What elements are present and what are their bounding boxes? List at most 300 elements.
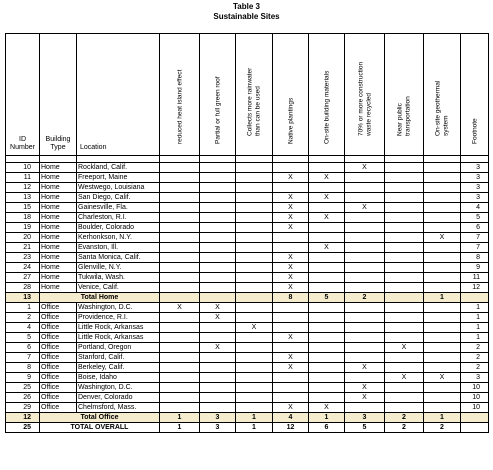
footnote-cell: 7 [461,243,489,253]
feature-mark-cell: X [309,173,345,183]
feature-mark-cell [385,313,424,323]
feature-mark-cell [385,333,424,343]
header-feature [160,34,200,156]
feature-mark-cell [236,403,273,413]
feature-mark-cell [273,183,309,193]
feature-mark-cell [160,373,200,383]
footnote-cell: 3 [461,373,489,383]
feature-mark-cell [385,303,424,313]
total-count-cell: 13 [6,293,40,303]
feature-mark-cell: X [345,203,385,213]
feature-mark-cell [160,223,200,233]
feature-mark-cell [424,383,461,393]
feature-mark-cell: X [273,333,309,343]
feature-mark-cell [200,223,236,233]
feature-mark-cell [424,263,461,273]
header-id [6,34,40,156]
feature-mark-cell [385,283,424,293]
total-value-cell: 2 [385,423,424,433]
header-feature-text [176,69,184,143]
header-feature [309,34,345,156]
spacer-cell [236,156,273,163]
feature-mark-cell [160,313,200,323]
feature-mark-cell [424,223,461,233]
building-type-cell: Office [40,383,77,393]
feature-mark-cell [273,373,309,383]
feature-mark-cell [345,263,385,273]
feature-mark-cell [236,193,273,203]
footnote-cell: 3 [461,163,489,173]
total-home-row [6,293,489,303]
footnote-cell: 2 [461,343,489,353]
footnote-cell: 1 [461,323,489,333]
table-row [6,193,489,203]
feature-mark-cell [200,263,236,273]
building-type-cell: Office [40,353,77,363]
feature-mark-cell [160,233,200,243]
total-value-cell: 3 [200,413,236,423]
feature-mark-cell [200,233,236,243]
feature-mark-cell [345,333,385,343]
table-row [6,173,489,183]
header-feature-text [323,70,331,143]
building-type-cell: Office [40,363,77,373]
id-cell: 5 [6,333,40,343]
total-label-cell: Total Office [40,413,160,423]
building-type-cell: Home [40,223,77,233]
feature-mark-cell [385,173,424,183]
location-cell: Charleston, R.I. [77,213,160,223]
feature-mark-cell: X [273,203,309,213]
table-row [6,393,489,403]
building-type-cell: Home [40,213,77,223]
feature-mark-cell [160,333,200,343]
feature-mark-cell [273,393,309,403]
feature-mark-cell [309,393,345,403]
total-value-cell: 3 [345,413,385,423]
feature-mark-cell [424,403,461,413]
spacer-cell [40,156,77,163]
feature-mark-cell [160,283,200,293]
feature-mark-cell [424,363,461,373]
building-type-cell: Home [40,193,77,203]
total-value-cell: 4 [273,413,309,423]
header-feature [236,34,273,156]
feature-mark-cell [236,173,273,183]
total-value-cell: 3 [200,423,236,433]
id-cell: 4 [6,323,40,333]
table-row [6,403,489,413]
feature-mark-cell [200,373,236,383]
total-label-cell: Total Home [40,293,160,303]
feature-mark-cell [236,253,273,263]
total-value-cell: 12 [273,423,309,433]
feature-mark-cell [160,363,200,373]
feature-mark-cell [309,333,345,343]
feature-mark-cell [345,233,385,243]
feature-mark-cell [309,183,345,193]
feature-mark-cell: X [273,173,309,183]
total-value-cell [200,293,236,303]
location-cell: Providence, R.I. [77,313,160,323]
feature-mark-cell [236,273,273,283]
table-row [6,313,489,323]
feature-mark-cell [309,303,345,313]
total-value-cell: 6 [309,423,345,433]
header-label-line: 70% or more construction [357,61,364,136]
feature-mark-cell [385,273,424,283]
feature-mark-cell [345,253,385,263]
table-row [6,303,489,313]
feature-mark-cell [309,203,345,213]
feature-mark-cell [160,183,200,193]
feature-mark-cell [345,303,385,313]
table-subtitle: Sustainable Sites [213,12,280,21]
header-label-line: system [442,115,449,136]
feature-mark-cell [309,313,345,323]
location-cell: Rockland, Calif. [77,163,160,173]
feature-mark-cell [385,353,424,363]
feature-mark-cell [236,223,273,233]
table-row [6,213,489,223]
header-label-line: than can be used [254,86,261,136]
feature-mark-cell [424,323,461,333]
id-cell: 19 [6,223,40,233]
feature-mark-cell [385,263,424,273]
total-footnote-cell [461,423,489,433]
feature-mark-cell [385,213,424,223]
total-count-cell: 12 [6,413,40,423]
spacer-cell [385,156,424,163]
feature-mark-cell [345,283,385,293]
total-value-cell: 5 [345,423,385,433]
feature-mark-cell [385,233,424,243]
footnote-cell: 3 [461,173,489,183]
building-type-cell: Office [40,373,77,383]
feature-mark-cell: X [273,263,309,273]
feature-mark-cell [236,263,273,273]
header-type-line2: Type [50,144,66,151]
feature-mark-cell [345,273,385,283]
header-id-line1: ID [19,136,26,143]
feature-mark-cell [424,333,461,343]
location-cell: Little Rock, Arkansas [77,323,160,333]
table-row [6,233,489,243]
footnote-cell: 7 [461,233,489,243]
feature-mark-cell [424,393,461,403]
header-footnote [461,34,489,156]
feature-mark-cell [424,303,461,313]
feature-mark-cell [424,183,461,193]
id-cell: 6 [6,343,40,353]
location-cell: Berkeley, Calif. [77,363,160,373]
feature-mark-cell [200,363,236,373]
feature-mark-cell: X [236,323,273,333]
feature-mark-cell [200,193,236,203]
total-value-cell: 8 [273,293,309,303]
total-office-row [6,413,489,423]
building-type-cell: Office [40,403,77,413]
footnote-cell: 11 [461,273,489,283]
feature-mark-cell [200,213,236,223]
total-footnote-cell [461,293,489,303]
id-cell: 24 [6,263,40,273]
total-value-cell [385,293,424,303]
location-cell: Denver, Colorado [77,393,160,403]
table-row [6,273,489,283]
feature-mark-cell [424,313,461,323]
feature-mark-cell [273,303,309,313]
footnote-cell: 5 [461,213,489,223]
table-row [6,253,489,263]
id-cell: 10 [6,163,40,173]
footnote-cell: 9 [461,263,489,273]
feature-mark-cell [236,333,273,343]
feature-mark-cell [424,243,461,253]
feature-mark-cell [309,353,345,363]
feature-mark-cell: X [273,273,309,283]
feature-mark-cell [345,343,385,353]
header-label-line: transportation [404,96,411,136]
feature-mark-cell [273,313,309,323]
feature-mark-cell [200,333,236,343]
id-cell: 28 [6,283,40,293]
total-value-cell: 2 [345,293,385,303]
feature-mark-cell [236,353,273,363]
feature-mark-cell [385,403,424,413]
feature-mark-cell [424,273,461,283]
feature-mark-cell [200,273,236,283]
total-value-cell: 5 [309,293,345,303]
total-value-cell [236,293,273,303]
feature-mark-cell [424,163,461,173]
total-value-cell: 1 [424,293,461,303]
id-cell: 7 [6,353,40,363]
id-cell: 2 [6,313,40,323]
feature-mark-cell: X [424,233,461,243]
feature-mark-cell [309,283,345,293]
feature-mark-cell [236,243,273,253]
feature-mark-cell [160,213,200,223]
building-type-cell: Home [40,273,77,283]
feature-mark-cell [309,263,345,273]
feature-mark-cell [345,213,385,223]
total-value-cell: 2 [424,423,461,433]
table-row [6,373,489,383]
feature-mark-cell: X [273,253,309,263]
total-value-cell: 1 [160,423,200,433]
table-body [6,156,489,433]
header-feature-text [247,68,262,136]
building-type-cell: Home [40,243,77,253]
header-id-line2: Number [10,144,35,151]
table-row [6,183,489,193]
id-cell: 29 [6,403,40,413]
feature-mark-cell [236,183,273,193]
header-label-line: Footnote [470,117,478,144]
location-cell: Stanford, Calif. [77,353,160,363]
feature-mark-cell [160,253,200,263]
feature-mark-cell [309,223,345,233]
location-cell: Evanston, Ill. [77,243,160,253]
footnote-cell: 6 [461,223,489,233]
id-cell: 18 [6,213,40,223]
feature-mark-cell: X [309,243,345,253]
location-cell: Washington, D.C. [77,383,160,393]
feature-mark-cell [309,363,345,373]
table-row [6,163,489,173]
feature-mark-cell [236,383,273,393]
total-value-cell: 1 [424,413,461,423]
total-footnote-cell [461,413,489,423]
location-cell: Freeport, Maine [77,173,160,183]
total-value-cell: 2 [385,413,424,423]
footnote-cell: 3 [461,193,489,203]
feature-mark-cell [160,203,200,213]
location-cell: Westwego, Louisiana [77,183,160,193]
feature-mark-cell: X [345,163,385,173]
feature-mark-cell [309,343,345,353]
header-label-line: Collects more rainwater [246,67,254,136]
location-cell: Glenville, N.Y. [77,263,160,273]
feature-mark-cell [385,253,424,263]
building-type-cell: Home [40,203,77,213]
feature-mark-cell [424,353,461,363]
feature-mark-cell [160,323,200,333]
spacer-cell [345,156,385,163]
header-label-line: On-site building materials [322,70,330,144]
spacer-cell [200,156,236,163]
feature-mark-cell [160,383,200,393]
id-cell: 15 [6,203,40,213]
feature-mark-cell: X [160,303,200,313]
feature-mark-cell [345,173,385,183]
feature-mark-cell: X [200,343,236,353]
feature-mark-cell [424,203,461,213]
building-type-cell: Home [40,163,77,173]
feature-mark-cell: X [200,313,236,323]
feature-mark-cell [160,393,200,403]
spacer-cell [309,156,345,163]
feature-mark-cell [309,233,345,243]
location-cell: Kerhonkson, N.Y. [77,233,160,243]
feature-mark-cell: X [273,353,309,363]
feature-mark-cell [424,173,461,183]
location-cell: Venice, Calif. [77,283,160,293]
header-feature-text [287,97,295,143]
header-feature [273,34,309,156]
spacer-cell [160,156,200,163]
feature-mark-cell [385,393,424,403]
feature-mark-cell [236,213,273,223]
sustainable-sites-table [5,33,489,433]
feature-mark-cell: X [309,403,345,413]
feature-mark-cell [200,203,236,213]
feature-mark-cell: X [309,193,345,203]
table-row [6,323,489,333]
building-type-cell: Office [40,333,77,343]
feature-mark-cell [309,373,345,383]
feature-mark-cell [236,233,273,243]
feature-mark-cell [273,383,309,393]
feature-mark-cell [200,283,236,293]
location-cell: Tukwila, Wash. [77,273,160,283]
id-cell: 20 [6,233,40,243]
feature-mark-cell [345,353,385,363]
building-type-cell: Home [40,173,77,183]
footnote-cell: 4 [461,203,489,213]
header-footnote-text [471,118,479,144]
feature-mark-cell [200,393,236,403]
feature-mark-cell: X [273,363,309,373]
feature-mark-cell [200,163,236,173]
id-cell: 8 [6,363,40,373]
location-cell: Washington, D.C. [77,303,160,313]
total-value-cell: 1 [309,413,345,423]
feature-mark-cell [385,363,424,373]
footnote-cell: 3 [461,183,489,193]
id-cell: 11 [6,173,40,183]
header-label-line: waste recycled [364,93,372,136]
header-feature-text [435,81,450,136]
total-label-cell: TOTAL OVERALL [40,423,160,433]
feature-mark-cell [424,343,461,353]
id-cell: 27 [6,273,40,283]
feature-mark-cell [200,173,236,183]
id-cell: 25 [6,383,40,393]
feature-mark-cell [236,163,273,173]
building-type-cell: Home [40,183,77,193]
feature-mark-cell [200,353,236,363]
feature-mark-cell [273,163,309,173]
feature-mark-cell: X [345,363,385,373]
feature-mark-cell [385,223,424,233]
feature-mark-cell [200,323,236,333]
feature-mark-cell: X [424,373,461,383]
location-cell: Boise, Idaho [77,373,160,383]
total-value-cell: 1 [236,423,273,433]
feature-mark-cell: X [345,393,385,403]
feature-mark-cell [200,243,236,253]
table-row [6,263,489,273]
feature-mark-cell [385,203,424,213]
location-cell: Gainesville, Fla. [77,203,160,213]
feature-mark-cell [309,383,345,393]
footnote-cell: 1 [461,303,489,313]
feature-mark-cell [236,363,273,373]
total-overall-row [6,423,489,433]
building-type-cell: Office [40,393,77,403]
table-row [6,383,489,393]
total-value-cell: 1 [236,413,273,423]
table-row [6,243,489,253]
header-feature [424,34,461,156]
feature-mark-cell [200,183,236,193]
building-type-cell: Home [40,283,77,293]
feature-mark-cell [200,403,236,413]
feature-mark-cell [236,283,273,293]
feature-mark-cell [309,273,345,283]
header-building-type [40,34,77,156]
feature-mark-cell: X [273,403,309,413]
feature-mark-cell [160,243,200,253]
header-feature [345,34,385,156]
feature-mark-cell [200,383,236,393]
feature-mark-cell [160,343,200,353]
footnote-cell: 2 [461,353,489,363]
feature-mark-cell [345,403,385,413]
feature-mark-cell [385,323,424,333]
